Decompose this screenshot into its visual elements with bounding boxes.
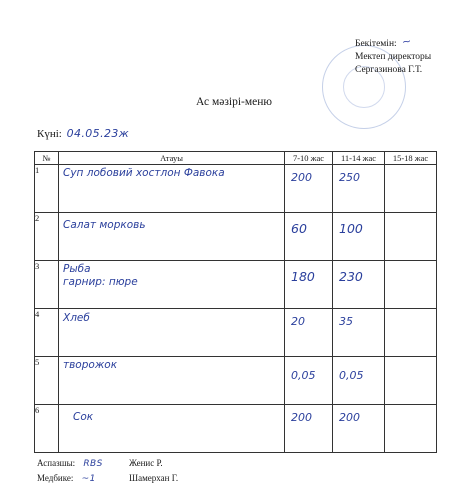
qty-11-14: 35 (339, 315, 353, 328)
qty-cell (285, 357, 333, 405)
approved-label: Бекітемін: (355, 39, 397, 49)
table-row (35, 357, 437, 405)
qty-cell (285, 405, 333, 453)
cook-signature: RBS (83, 459, 103, 469)
nurse-signature: ~1 (81, 474, 96, 484)
qty-cell (385, 213, 437, 261)
approver-signature: ~ (401, 34, 413, 49)
row-number: 3 (35, 261, 59, 309)
qty-cell (333, 261, 385, 309)
qty-cell (333, 213, 385, 261)
dish-name: Суп лобовий хостлон Фавока (63, 167, 225, 179)
qty-15-18 (385, 261, 436, 267)
qty-11-14: 250 (339, 171, 360, 184)
header-age-15-18: 15-18 жас (385, 152, 437, 165)
qty-cell (385, 357, 437, 405)
qty-7-10: 60 (291, 221, 307, 236)
cook-signature-line (37, 458, 163, 469)
qty-cell (333, 309, 385, 357)
qty-11-14: 100 (339, 221, 363, 236)
date-value: 04.05.23ж (66, 127, 130, 140)
page-title: Ас мәзірі-меню (195, 96, 273, 108)
qty-7-10: 180 (291, 269, 315, 284)
director-title: Мектеп директоры (355, 52, 432, 62)
qty-7-10: 200 (291, 171, 312, 184)
dish-cell (59, 357, 285, 405)
qty-cell (385, 405, 437, 453)
qty-15-18 (385, 165, 436, 171)
dish-cell (59, 309, 285, 357)
dish-cell (59, 261, 285, 309)
qty-cell (333, 165, 385, 213)
cook-label: Аспазшы: (37, 458, 76, 468)
qty-cell (285, 165, 333, 213)
table-row (35, 213, 437, 261)
director-name: Сергазинова Г.Т. (355, 65, 423, 75)
qty-7-10: 200 (291, 411, 312, 424)
qty-cell (385, 309, 437, 357)
nurse-signature-line (37, 473, 179, 484)
header-age-7-10: 7-10 жас (285, 152, 333, 165)
table-header-row (35, 152, 437, 165)
qty-11-14: 0,05 (339, 369, 364, 382)
dish-cell (59, 165, 285, 213)
dish-cell (59, 405, 285, 453)
approval-block (355, 38, 431, 77)
qty-15-18 (385, 213, 436, 219)
qty-11-14: 230 (339, 269, 363, 284)
date-line (37, 127, 129, 140)
table-row (35, 261, 437, 309)
dish-name: Салат морковь (63, 219, 146, 231)
qty-cell (333, 357, 385, 405)
date-label: Күні: (37, 128, 62, 140)
row-number: 5 (35, 357, 59, 405)
qty-cell (385, 165, 437, 213)
header-age-11-14: 11-14 жас (333, 152, 385, 165)
dish-name: Сок (73, 411, 94, 423)
qty-15-18 (385, 309, 436, 315)
dish-side: гарнир: пюре (63, 276, 138, 288)
row-number: 2 (35, 213, 59, 261)
table-row (35, 309, 437, 357)
qty-15-18 (385, 357, 436, 363)
dish-name: Рыба (63, 263, 91, 275)
row-number: 6 (35, 405, 59, 453)
qty-cell (285, 213, 333, 261)
header-number: № (35, 152, 59, 165)
table-row (35, 165, 437, 213)
row-number: 1 (35, 165, 59, 213)
nurse-name: Шамерхан Г. (129, 473, 179, 483)
table-row (35, 405, 437, 453)
qty-7-10: 0,05 (291, 369, 316, 382)
qty-11-14: 200 (339, 411, 360, 424)
nurse-label: Медбике: (37, 473, 74, 483)
row-number: 4 (35, 309, 59, 357)
header-name: Атауы (59, 152, 285, 165)
qty-cell (333, 405, 385, 453)
qty-7-10: 20 (291, 315, 305, 328)
qty-cell (385, 261, 437, 309)
qty-cell (285, 309, 333, 357)
qty-15-18 (385, 405, 436, 411)
cook-name: Женис Р. (129, 458, 163, 468)
qty-cell (285, 261, 333, 309)
dish-name: Хлеб (63, 312, 90, 324)
menu-table (34, 151, 437, 453)
dish-cell (59, 213, 285, 261)
dish-name: творожок (63, 359, 118, 371)
